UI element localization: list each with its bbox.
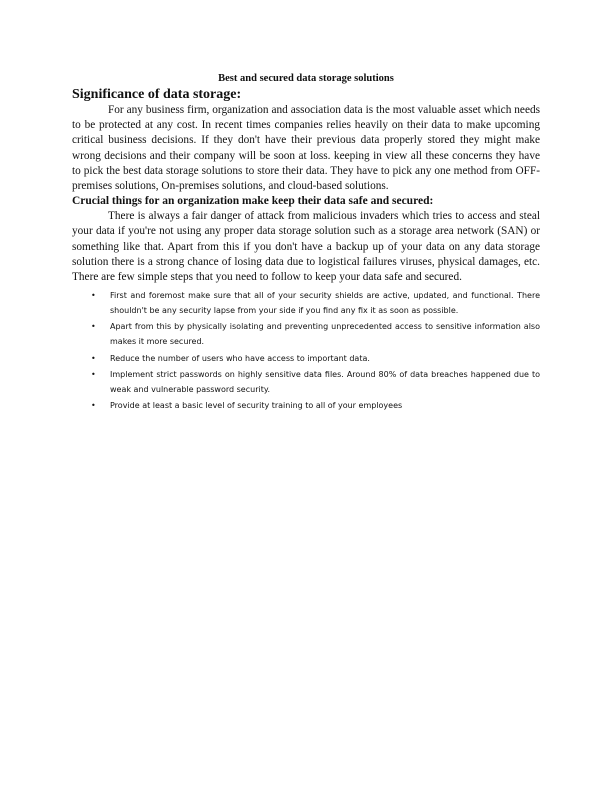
list-item <box>91 352 540 367</box>
section-heading-significance: Significance of data storage: <box>72 87 242 102</box>
list-item-text: Implement strict passwords on highly sensitive data files. Around 80% of data breaches happened due to weak and vulnerable password security. <box>110 370 540 394</box>
document-page <box>72 72 540 416</box>
document-title: Best and secured data storage solutions <box>218 73 394 84</box>
list-item-text: Provide at least a basic level of security training to all of your employees <box>110 401 403 411</box>
list-item-text: First and foremost make sure that all of your security shields are active, updated, and functional. There shouldn't be any security lapse from your side if you find any fix it as soon as possible. <box>110 291 540 315</box>
bullet-icon: • <box>91 401 96 411</box>
list-item <box>91 320 540 349</box>
list-item <box>91 368 540 397</box>
section-heading-crucial-things: Crucial things for an organization make keep their data safe and secured: <box>72 195 434 208</box>
list-item-text: Reduce the number of users who have access to important data. <box>110 353 370 363</box>
paragraph-significance: For any business firm, organization and association data is the most valuable asset which needs to be protected at any cost. In recent times companies relies heavily on their data to make upcoming critical business decisions. If they don't have their previous data properly stored they might make wrong decisions and their company will be soon at loss. keeping in view all these concerns they have to pick the best data storage solutions to store their data. They have to pick any one method from OFF-premises solutions, On-premises solutions, and cloud-based solutions. <box>72 104 540 193</box>
bullet-icon: • <box>91 370 96 380</box>
bullet-icon: • <box>91 353 96 363</box>
bullet-icon: • <box>91 322 96 332</box>
list-item <box>91 399 540 414</box>
paragraph-crucial-things: There is always a fair danger of attack from malicious invaders which tries to access and steal your data if you're not using any proper data storage solution such as a storage area network (SAN) or something like that. Apart from this if you don't have a backup up of your data on any data storage solution there is a strong chance of losing data due to logistical failures viruses, physical damages, etc. There are few simple steps that you need to follow to keep your data safe and secured. <box>72 210 540 284</box>
list-item-text: Apart from this by physically isolating and preventing unprecedented access to sensitive information also makes it more secured. <box>110 322 540 347</box>
security-steps-list <box>72 289 540 414</box>
bullet-icon: • <box>91 291 96 301</box>
list-item <box>91 289 540 318</box>
